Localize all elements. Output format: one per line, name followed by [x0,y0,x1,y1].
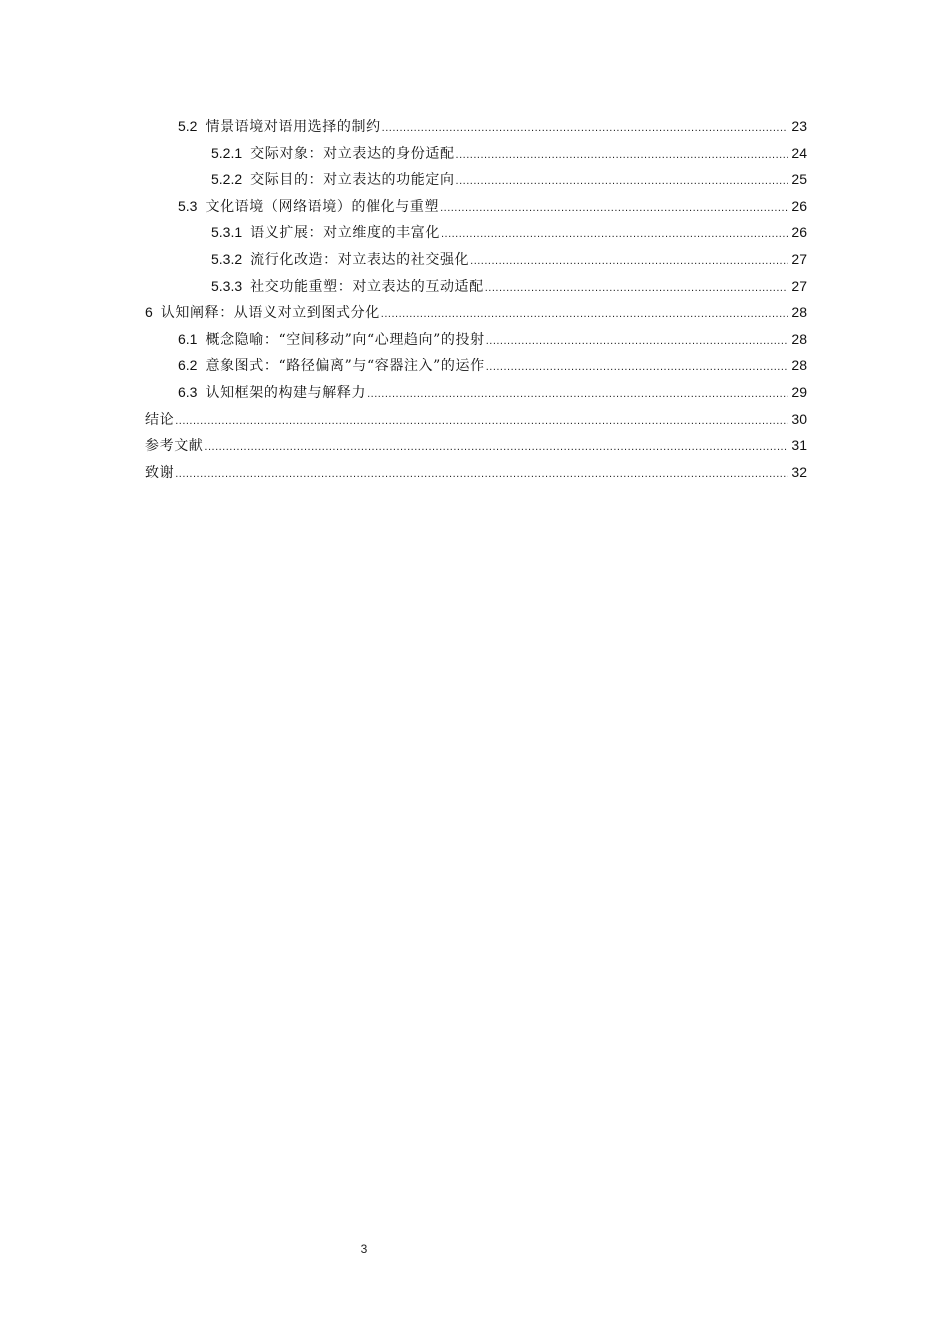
toc-entry[interactable] [145,246,807,273]
toc-entry[interactable] [145,352,807,379]
toc-dot-leader [381,301,788,328]
toc-entry-number: 5.2.1 [211,144,243,161]
toc-entry-title: 参考文献 [145,438,204,455]
toc-dot-leader [486,354,788,381]
toc-entry-title: 情景语境对语用选择的制约 [205,119,381,135]
toc-entry-page-number: 25 [791,171,807,188]
toc-entry[interactable] [145,219,807,246]
toc-entry-number: 6.2 [178,357,198,374]
toc-entry-page-number: 24 [791,144,807,161]
toc-entry-number: 6.3 [178,383,198,400]
toc-entry[interactable] [145,432,807,459]
toc-entry-page-number: 27 [791,277,807,294]
toc-entry-title: 交际目的：对立表达的功能定向 [250,172,455,189]
toc-entry[interactable] [145,379,807,406]
toc-entry-page-number: 26 [791,197,807,214]
toc-entry-page-number: 28 [791,330,807,347]
toc-entry-number: 5.2 [178,118,198,134]
toc-dot-leader [456,168,788,195]
toc-entry-title: 流行化改造：对立表达的社交强化 [250,251,470,268]
toc-dot-leader [175,408,788,435]
toc-entry-number: 5.2.2 [211,171,243,188]
toc-entry-title: 文化语境（网络语境）的催化与重塑 [205,198,440,215]
toc-dot-leader [486,328,788,355]
toc-dot-leader [441,221,788,248]
toc-entry-title: 交际对象：对立表达的身份适配 [250,145,455,162]
toc-entry-title: 认知阐释：从语义对立到图式分化 [160,305,380,322]
toc-dot-leader [382,115,788,142]
toc-dot-leader [204,434,788,461]
toc-entry-number: 5.3 [178,197,198,214]
toc-entry[interactable] [145,113,807,140]
toc-dot-leader [175,461,788,488]
toc-entry[interactable] [145,193,807,220]
toc-entry-title: 语义扩展：对立维度的丰富化 [250,225,440,242]
toc-dot-leader [440,195,788,222]
toc-dot-leader [456,142,788,169]
toc-entry[interactable] [145,166,807,193]
toc-entry-number: 6 [145,304,153,321]
toc-entry[interactable] [145,326,807,353]
toc-entry-page-number: 27 [791,250,807,267]
toc-entry-number: 5.3.3 [211,277,243,294]
toc-entry-title: 认知框架的构建与解释力 [205,384,367,401]
toc-dot-leader [485,275,788,302]
toc-entry[interactable] [145,273,807,300]
toc-entry-page-number: 28 [791,357,807,374]
toc-dot-leader [470,248,788,275]
toc-entry-page-number: 28 [791,304,807,321]
toc-entry-page-number: 29 [791,383,807,400]
toc-entry-title: 结论 [145,411,175,428]
toc-entry-title: 致谢 [145,464,175,481]
toc-entry-page-number: 23 [791,118,807,134]
toc-dot-leader [367,381,788,408]
toc-entry-number: 5.3.1 [211,224,243,241]
toc-entry-page-number: 30 [791,410,807,427]
toc-entry-title: 社交功能重塑：对立表达的互动适配 [250,278,484,295]
toc-entry-number: 5.3.2 [211,250,243,267]
toc-entry-title: 概念隐喻：“空间移动”向“心理趋向”的投射 [205,331,485,348]
table-of-contents [145,113,807,485]
toc-entry-page-number: 32 [791,463,807,480]
toc-entry-page-number: 31 [791,437,807,454]
toc-entry-title: 意象图式：“路径偏离”与“容器注入”的运作 [205,358,485,375]
toc-entry-page-number: 26 [791,224,807,241]
toc-entry[interactable] [145,459,807,486]
toc-entry[interactable] [145,406,807,433]
toc-entry-number: 6.1 [178,330,198,347]
page-number: 3 [360,1242,368,1256]
toc-entry[interactable] [145,299,807,326]
toc-entry[interactable] [145,140,807,167]
